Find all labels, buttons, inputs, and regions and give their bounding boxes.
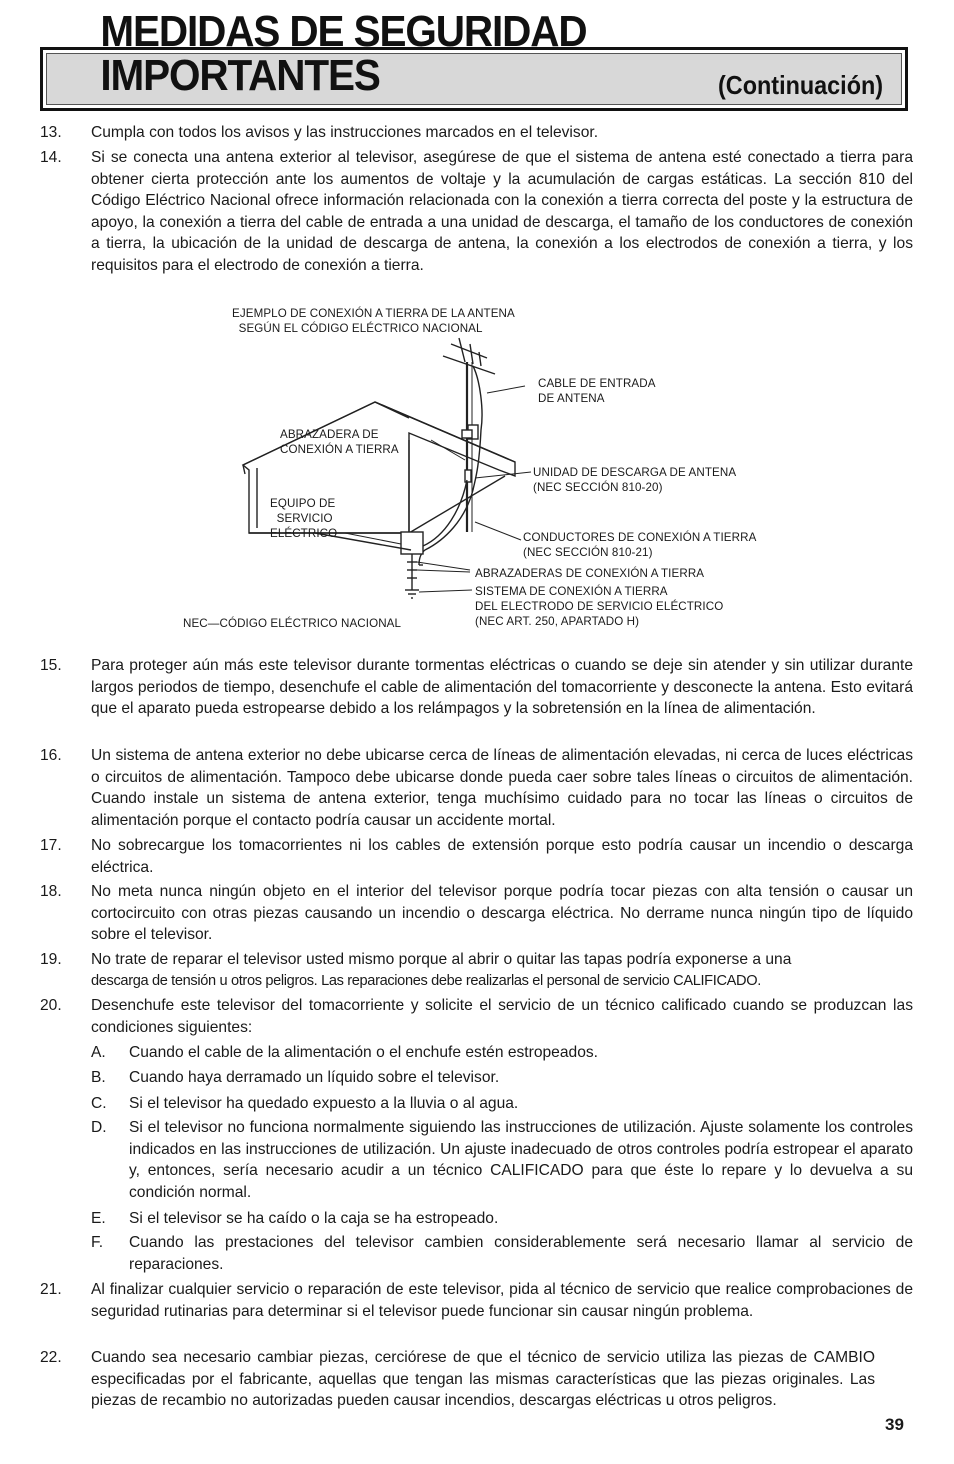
item-number: 16. [40,747,62,764]
item-number: 14. [40,149,62,166]
sub-item-e [91,1208,913,1230]
page-title: MEDIDAS DE SEGURIDAD IMPORTANTES [100,7,587,100]
item-number: 15. [40,657,62,674]
label-ground-conductors: CONDUCTORES DE CONEXIÓN A TIERRA (NEC SECCIÓN 810-21) [523,531,757,559]
label-ground-clamp: ABRAZADERA DE CONEXIÓN A TIERRA [280,428,399,456]
item-number: 13. [40,124,62,141]
item-text: No meta nunca ningún objeto en el interior del televisor porque podría tocar piezas con alta tensión o causar un cortocircuito con otras piezas causando un incendio o descarga eléctrica. No derrame nunca ningún tipo de líquido sobre el televisor. [91,883,913,944]
item-number: 20. [40,997,62,1014]
item-text: Desenchufe este televisor del tomacorriente y solicite el servicio de un técnico calificado cuando se produzcan las condiciones siguientes: [91,997,913,1036]
list-item-15 [40,655,913,720]
header-panel [46,7,902,105]
sub-item-letter: A. [91,1044,106,1061]
label-service-equipment: EQUIPO DE SERVICIO ELÉCTRICO [270,497,338,540]
list-item-21 [40,1279,913,1322]
sub-item-letter: E. [91,1210,106,1227]
sub-item-letter: C. [91,1095,107,1112]
item-text: No sobrecargue los tomacorrientes ni los cables de extensión porque esto podría causar un incendio o descarga eléctrica. [91,837,913,876]
item-text: Para proteger aún más este televisor durante tormentas eléctricas o cuando se deje sin atender y sin utilizar durante largos periodos de tiempo, desenchufe el cable de alimentación del tomacorriente y desconecte la antena. Esto evitará que el aparato pueda estropearse debido a los relámpagos y la sobretensión en la línea de alimentación. [91,657,913,718]
list-item-13 [40,122,913,144]
item-text: Cumpla con todos los avisos y las instrucciones marcados en el televisor. [91,124,599,141]
list-item-22 [40,1347,875,1412]
label-lead-in-wire: CABLE DE ENTRADA DE ANTENA [538,377,656,405]
list-item-17 [40,835,913,878]
sub-item-text: Si el televisor ha quedado expuesto a la lluvia o al agua. [129,1095,519,1112]
list-item-20 [40,995,913,1038]
sub-item-b [91,1067,913,1089]
item-text: No trate de reparar el televisor usted mismo porque al abrir o quitar las tapas podría exponerse a una [91,951,792,968]
item-number: 19. [40,951,62,968]
sub-item-letter: D. [91,1119,107,1136]
list-item-19 [40,949,913,992]
item-text: Si se conecta una antena exterior al televisor, asegúrese de que el sistema de antena esté conectado a tierra para obtener cierta protección ante los aumentos de voltaje y la acumulación de cargas estáticas. La sección 810 del Código Eléctrico Nacional ofrece información relacionada con la conexión a tierra correcta del poste y la estructura de apoyo, la conexión a tierra del cable de entrada a una unidad de descarga, el tamaño de los conductores de conexión a tierra, la ubicación de la unidad de descarga de antena, la conexión a los electrodos de conexión a tierra, y los requisitos para el electrodo de conexión a tierra. [91,149,913,274]
item-number: 22. [40,1349,62,1366]
item-text-condensed: descarga de tensión u otros peligros. Las reparaciones debe realizarlas el personal de servicio CALIFICADO. [91,972,761,989]
sub-item-letter: B. [91,1069,106,1086]
sub-item-text: Si el televisor no funciona normalmente siguiendo las instrucciones de utilización. Ajuste solamente los controles indicados en las instrucciones de utilización. Un ajuste inadecuado de otros controles podría estropear el aparato y, entonces, sería necesario acudir a un técnico CALIFICADO para que éste lo repare y lo devuelva a su condición normal. [129,1119,913,1201]
page-number: 39 [885,1415,904,1434]
item-number: 17. [40,837,62,854]
sub-item-text: Cuando haya derramado un líquido sobre el televisor. [129,1069,500,1086]
sub-item-text: Si el televisor se ha caído o la caja se ha estropeado. [129,1210,499,1227]
sub-item-c [91,1093,913,1115]
item-text: Un sistema de antena exterior no debe ubicarse cerca de líneas de alimentación elevadas, ni cerca de luces eléctricas o circuitos de alimentación. Tampoco debe ubicarse donde pueda caer sobre tales líneas o circuitos de alimentación. Cuando instale un sistema de antena exterior, tenga muchísimo cuidado para no tocar las líneas o circuitos de alimentación porque el contacto podría causar un accidente mortal. [91,747,913,829]
sub-item-f [91,1232,913,1275]
item-number: 21. [40,1281,62,1298]
sub-item-d [91,1117,913,1203]
page-header [40,7,908,111]
diagram-title: EJEMPLO DE CONEXIÓN A TIERRA DE LA ANTENA SEGÚN EL CÓDIGO ELÉCTRICO NACIONAL [232,307,515,335]
list-item-14 [40,147,913,277]
sub-item-a [91,1042,913,1064]
sub-item-text: Cuando el cable de la alimentación o el enchufe estén estropeados. [129,1044,599,1061]
label-discharge-unit: UNIDAD DE DESCARGA DE ANTENA (NEC SECCIÓN 810-20) [533,466,737,494]
label-nec-legend: NEC—CÓDIGO ELÉCTRICO NACIONAL [183,617,402,630]
label-electrode-system: SISTEMA DE CONEXIÓN A TIERRA DEL ELECTRODO DE SERVICIO ELÉCTRICO (NEC ART. 250, APARTADO H) [475,585,724,628]
item-number: 18. [40,883,62,900]
item-text: Al finalizar cualquier servicio o reparación de este televisor, pida al técnico de servicio que realice comprobaciones de seguridad rutinarias para determinar si el televisor puede funcionar sin causar ningún problema. [91,1281,913,1320]
sub-item-letter: F. [91,1234,104,1251]
sub-item-text: Cuando las prestaciones del televisor cambien considerablemente será necesario llamar al servicio de reparaciones. [129,1234,913,1273]
page-subtitle: (Continuación) [717,70,883,100]
list-item-16 [40,745,913,831]
list-item-18 [40,881,913,946]
label-ground-clamps: ABRAZADERAS DE CONEXIÓN A TIERRA [475,567,705,580]
item-text: Cuando sea necesario cambiar piezas, cerciórese de que el técnico de servicio utiliza las piezas de CAMBIO especificadas por el fabricante, aquellas que tengan las mismas características que las piezas originales. Las piezas de recambio no autorizadas pueden causar incendios, descargas eléctricas u otros peligros. [91,1349,875,1410]
antenna-grounding-diagram [175,300,795,640]
